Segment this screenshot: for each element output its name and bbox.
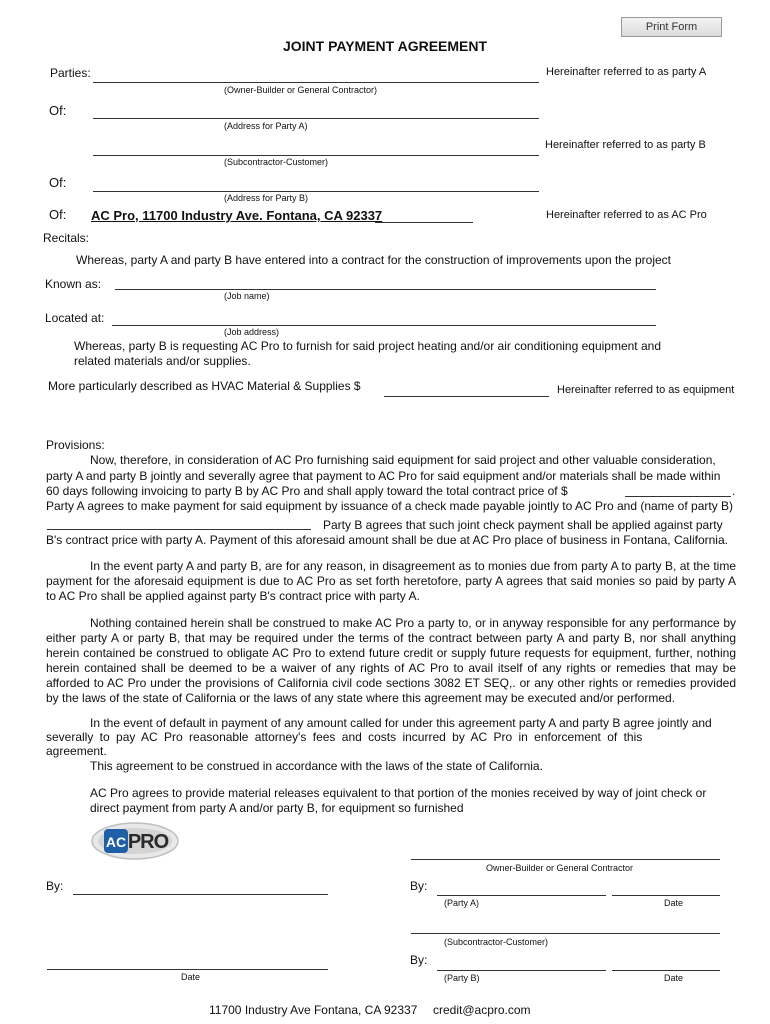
party-b-signature-field[interactable] [437,970,606,971]
party-a-signature-field[interactable] [437,895,606,896]
acpro-logo [90,821,180,861]
material-amount-field[interactable] [384,396,549,397]
party-b-name-field[interactable] [93,155,539,156]
by-label-left: By: [46,879,64,893]
located-at-label: Located at: [45,311,105,325]
provision-4-line1: In the event of default in payment of any amount called for under this agreement party A and party B agree jointly and [90,716,712,730]
document-title: JOINT PAYMENT AGREEMENT [282,38,488,54]
by-label-party-b: By: [410,953,428,967]
provision-1-line6: B's contract price with party A. Payment of this aforesaid amount shall be due at AC Pro place of business in Fontana, California. [46,533,728,547]
party-a-date-field[interactable] [612,895,720,896]
equipment-reference: Hereinafter referred to as equipment [557,384,735,396]
svg-text:AC: AC [105,834,127,850]
party-a-reference: Hereinafter referred to as party A [546,66,707,78]
of-label-1: Of: [49,103,67,118]
provision-6-line2: direct payment from party A and/or party B, for equipment so furnished [90,801,464,815]
described-as-label: More particularly described as HVAC Material & Supplies $ [48,379,361,393]
owner-signature-line[interactable] [411,859,720,860]
job-name-field[interactable] [115,289,656,290]
provision-3: Nothing contained herein shall be construed to make AC Pro a party to, or in anyway responsible for any performance by either party A or party B, that may be required under the terms of the contract between party A and party B, nor shall anything herein contained be construed to obligate AC Pro to extend future credit or supply future requests for equipment, further, nothing herein contained shall be deemed to be a waiver of any rights of AC Pro to avail itself of any rights or remedies that may be afforded to AC Pro under the provisions of California civil code sections 3082 ET SEQ,. or any other rights or remedies provided by the laws of the state of California or the laws of any state where this agreement may be executed and/or performed. [46,616,736,705]
footer-address: 11700 Industry Ave Fontana, CA 92337 [209,1003,418,1017]
job-address-caption: (Job address) [224,327,280,337]
party-a-date-caption: Date [664,898,684,908]
job-name-caption: (Job name) [224,291,270,301]
party-b-address-field[interactable] [93,191,539,192]
party-b-date-field[interactable] [612,970,720,971]
provision-5: This agreement to be construed in accordance with the laws of the state of California. [90,759,543,773]
provision-1-line4: Party A agrees to make payment for said equipment by issuance of a check made payable jointly to AC Pro and (name of party B) [46,499,734,513]
known-as-label: Known as: [45,277,102,291]
provision-1-line2: party A and party B jointly and severally agree that payment to AC Pro for said equipment and/or materials shall be made within [46,469,721,483]
party-a-name-field[interactable] [93,82,539,83]
provision-4-line3: agreement. [46,744,107,758]
subcontractor-caption: (Subcontractor-Customer) [224,157,329,167]
provision-4-line2: severally to pay AC Pro reasonable attorney's fees and costs incurred by AC Pro in enforcement of this [46,730,643,744]
left-date-caption: Date [181,972,201,982]
whereas-clause-2-line2: related materials and/or supplies. [74,354,251,368]
footer-email[interactable]: credit@acpro.com [433,1003,531,1017]
acpro-address: AC Pro, 11700 Industry Ave. Fontana, CA 92337 [91,208,383,223]
party-b-caption: (Party B) [444,973,480,983]
party-a-caption: (Party A) [444,898,480,908]
print-form-button[interactable]: Print Form [621,17,722,37]
provision-6-line1: AC Pro agrees to provide material releases equivalent to that portion of the monies received by way of joint check or [90,786,707,800]
provision-1-line5: Party B agrees that such joint check payment shall be applied against party [323,518,723,532]
of-label-2: Of: [49,175,67,190]
provision-1-line3: 60 days following invoicing to party B by AC Pro and shall apply toward the total contract price of $ [46,484,568,498]
acpro-address-underline [375,222,473,223]
subcontractor-signature-line[interactable] [411,933,720,934]
whereas-clause-2-line1: Whereas, party B is requesting AC Pro to furnish for said project heating and/or air conditioning equipment and [74,339,661,353]
provision-1-line1: Now, therefore, in consideration of AC Pro furnishing said equipment for said project and other valuable consideration, [90,453,716,467]
provisions-label: Provisions: [46,438,105,452]
contract-price-field[interactable] [625,496,731,497]
provision-2: In the event party A and party B, are for any reason, in disagreement as to monies due from party A to party B, at the time payment for the aforesaid equipment is due to AC Pro as set forth heretofore, party A agrees that said monies so paid by party A to AC Pro shall be applied against party B's contract price with party A. [46,559,736,603]
job-address-field[interactable] [112,325,656,326]
address-party-b-caption: (Address for Party B) [224,193,309,203]
of-label-3: Of: [49,207,67,222]
acpro-reference: Hereinafter referred to as AC Pro [546,209,707,221]
left-signature-field[interactable] [73,894,328,895]
subcontractor-sig-caption: (Subcontractor-Customer) [444,937,549,947]
owner-builder-caption: (Owner-Builder or General Contractor) [224,85,378,95]
by-label-party-a: By: [410,879,428,893]
party-a-address-field[interactable] [93,118,539,119]
provision-1-line3-end: . [732,484,736,498]
party-b-name-check-field[interactable] [47,529,311,530]
svg-text:PRO: PRO [127,831,169,853]
recitals-label: Recitals: [43,231,90,245]
left-date-field[interactable] [47,969,328,970]
whereas-clause-1: Whereas, party A and party B have entered into a contract for the construction of improvements upon the project [76,253,671,267]
address-party-a-caption: (Address for Party A) [224,121,308,131]
party-b-date-caption: Date [664,973,684,983]
party-b-reference: Hereinafter referred to as party B [545,139,706,151]
owner-builder-sig-caption: Owner-Builder or General Contractor [486,863,634,873]
parties-label: Parties: [50,66,91,80]
